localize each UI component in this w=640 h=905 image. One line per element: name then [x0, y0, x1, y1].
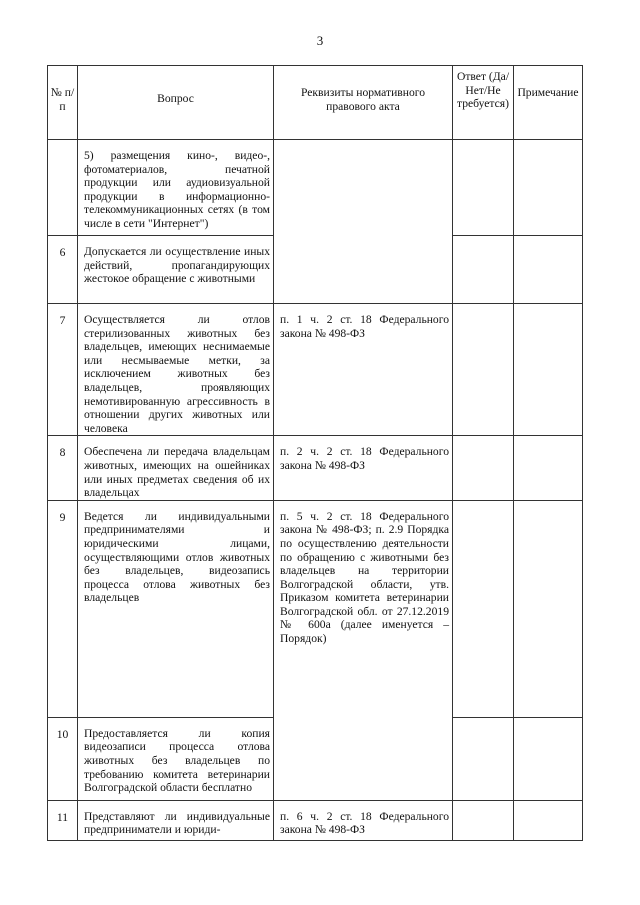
header-question: Вопрос: [78, 66, 274, 140]
table-row: [48, 500, 583, 717]
table-header-row: [48, 66, 583, 140]
row-note: [514, 140, 583, 236]
header-note: Примечание: [514, 66, 583, 140]
row-answer: [453, 500, 514, 717]
row-note: [514, 436, 583, 500]
row-reference: п. 5 ч. 2 ст. 18 Федерального закона № 498-ФЗ; п. 2.9 Порядка по осуществлению деятельности по обращению с животными без владельцев на территории Волгоградской области, утв. Приказом комитета ветеринарии Волгоградской обл. от 27.12.2019 № 600а (далее именуется – Порядок): [274, 500, 453, 800]
row-num: 11: [48, 800, 78, 840]
header-reference: Реквизиты нормативного правового акта: [274, 66, 453, 140]
row-reference: п. 6 ч. 2 ст. 18 Федерального закона № 498-ФЗ: [274, 800, 453, 840]
row-note: [514, 236, 583, 304]
row-answer: [453, 717, 514, 800]
row-num: 10: [48, 717, 78, 800]
header-num: № п/п: [48, 66, 78, 140]
row-question: Предоставляется ли копия видеозаписи процесса отлова животных без владельцев по требованию комитета ветеринарии Волгоградской области бесплатно: [78, 717, 274, 800]
row-reference: п. 2 ч. 2 ст. 18 Федерального закона № 498-ФЗ: [274, 436, 453, 500]
row-num: 6: [48, 236, 78, 304]
table-row: [48, 140, 583, 236]
row-reference: [274, 140, 453, 304]
row-note: [514, 500, 583, 717]
row-question: Обеспечена ли передача владельцам животных, имеющих на ошейниках или иных предметах сведения об их владельцах: [78, 436, 274, 500]
row-answer: [453, 236, 514, 304]
row-question: Допускается ли осуществление иных действий, пропагандирующих жестокое обращение с животными: [78, 236, 274, 304]
row-question: Ведется ли индивидуальными предпринимателями и юридическими лицами, осуществляющими отлов животных без владельцев, видеозапись процесса отлова животных без владельцев: [78, 500, 274, 717]
row-reference: п. 1 ч. 2 ст. 18 Федерального закона № 498-ФЗ: [274, 304, 453, 436]
row-answer: [453, 304, 514, 436]
row-num: 7: [48, 304, 78, 436]
row-note: [514, 800, 583, 840]
table-row: [48, 800, 583, 840]
row-question: Осуществляется ли отлов стерилизованных животных без владельцев, имеющих неснимаемые или несмываемые метки, за исключением животных без владельцев, проявляющих немотивированную агрессивность в отношении других животных или человека: [78, 304, 274, 436]
row-note: [514, 304, 583, 436]
checklist-table: [47, 65, 583, 841]
header-answer: Ответ (Да/ Нет/Не требуется): [453, 66, 514, 140]
row-note: [514, 717, 583, 800]
page-number: 3: [316, 33, 324, 48]
row-question: Представляют ли индивидуальные предприниматели и юриди-: [78, 800, 274, 840]
row-num: [48, 140, 78, 236]
table-row: [48, 436, 583, 500]
row-answer: [453, 436, 514, 500]
row-question: 5) размещения кино-, видео-, фотоматериалов, печатной продукции или аудиовизуальной продукции в информационно-телекоммуникационных сетях (в том числе в сети "Интернет"): [78, 140, 274, 236]
row-num: 8: [48, 436, 78, 500]
row-answer: [453, 800, 514, 840]
row-num: 9: [48, 500, 78, 717]
row-answer: [453, 140, 514, 236]
table-row: [48, 304, 583, 436]
